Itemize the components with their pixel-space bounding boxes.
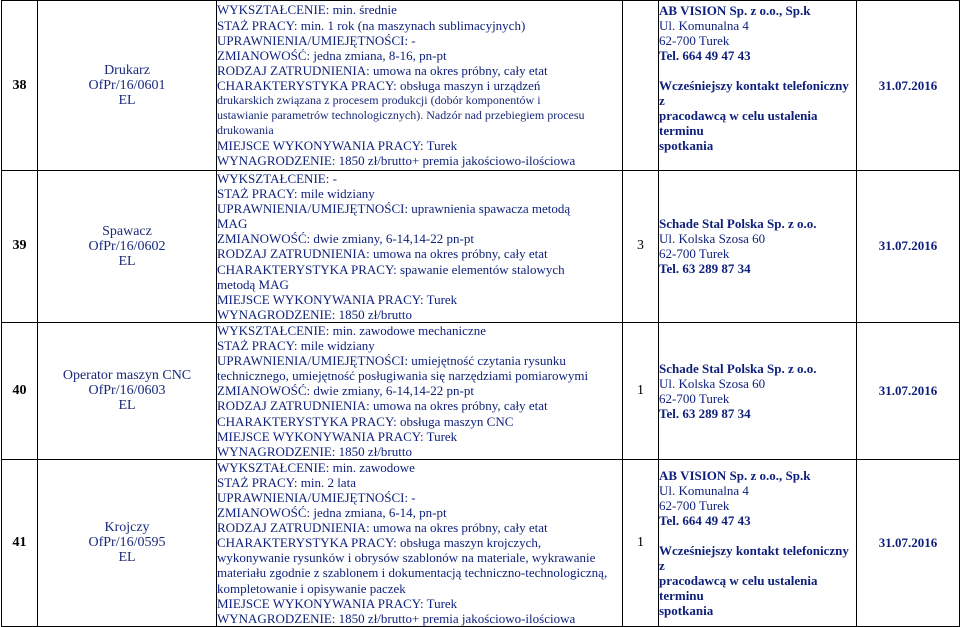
- description-line: STAŻ PRACY: mile widziany: [217, 186, 375, 202]
- description-cell: [217, 1, 623, 171]
- employer-phone: Tel. 63 289 87 34: [659, 261, 751, 277]
- employer-note: spotkania: [659, 602, 714, 618]
- employer-name: AB VISION Sp. z o.o., Sp.k: [659, 467, 811, 483]
- description-line: UPRAWNIENIA/UMIEJĘTNOŚCI: uprawnienia spawacza metodą: [217, 201, 571, 217]
- description-line: MIEJSCE WYKONYWANIA PRACY: Turek: [217, 138, 458, 154]
- position-cell: [38, 1, 217, 171]
- description-line: WYKSZTAŁCENIE: min. zawodowe mechaniczne: [217, 322, 486, 338]
- employer-phone: Tel. 63 289 87 34: [659, 405, 751, 421]
- table-row: [2, 322, 960, 459]
- position-name: Drukarz: [104, 63, 150, 78]
- description-line: WYNAGRODZENIE: 1850 zł/brutto+ premia jakościowo-ilościowa: [217, 153, 576, 169]
- row-number: 40: [2, 322, 38, 459]
- offer-code: OfPr/16/0601: [88, 78, 166, 93]
- description-line: WYNAGRODZENIE: 1850 zł/brutto+ premia jakościowo-ilościowa: [217, 610, 576, 626]
- description-line: UPRAWNIENIA/UMIEJĘTNOŚCI: -: [217, 489, 416, 505]
- employer-note: spotkania: [659, 138, 714, 153]
- description-line: drukowania: [217, 123, 274, 138]
- description-line: MIEJSCE WYKONYWANIA PRACY: Turek: [217, 595, 458, 611]
- date-cell: 31.07.2016: [857, 1, 960, 171]
- description-line: MIEJSCE WYKONYWANIA PRACY: Turek: [217, 428, 458, 444]
- description-cell: [217, 459, 623, 626]
- count-cell: 1: [623, 459, 659, 626]
- row-number: 38: [2, 1, 38, 171]
- position-name: Operator maszyn CNC: [62, 368, 192, 384]
- job-offers-table: [1, 0, 960, 627]
- description-cell: [217, 171, 623, 323]
- description-line: RODZAJ ZATRUDNIENIA: umowa na okres próbny, cały etat: [217, 398, 548, 414]
- count-cell: [623, 1, 659, 171]
- employer-city: 62-700 Turek: [659, 246, 730, 262]
- description-cell: [217, 322, 623, 459]
- date-cell: 31.07.2016: [857, 459, 960, 626]
- el-marker: EL: [118, 253, 136, 269]
- row-number: 39: [2, 171, 38, 323]
- description-line: CHARAKTERYSTYKA PRACY: spawanie elementów stalowych: [217, 261, 565, 277]
- employer-cell: [659, 1, 857, 171]
- description-line: drukarskich związana z procesem produkcji (dobór komponentów i: [217, 93, 541, 108]
- table-row: [2, 1, 960, 171]
- employer-cell: [659, 322, 857, 459]
- offer-code: OfPr/16/0595: [88, 535, 166, 551]
- description-line: WYKSZTAŁCENIE: -: [217, 171, 337, 186]
- description-line: RODZAJ ZATRUDNIENIA: umowa na okres próbny, cały etat: [217, 62, 548, 78]
- employer-name: AB VISION Sp. z o.o., Sp.k: [659, 3, 811, 18]
- description-line: metodą MAG: [217, 276, 289, 292]
- description-line: RODZAJ ZATRUDNIENIA: umowa na okres próbny, cały etat: [217, 520, 548, 536]
- description-line: ustawianie parametrów technologicznych). Nadzór nad przebiegiem procesu: [217, 108, 585, 123]
- employer-cell: [659, 459, 857, 626]
- employer-phone: Tel. 664 49 47 43: [659, 512, 751, 528]
- employer-city: 62-700 Turek: [659, 497, 730, 513]
- employer-note: pracodawcą w celu ustalenia terminu: [659, 108, 818, 138]
- description-line: RODZAJ ZATRUDNIENIA: umowa na okres próbny, cały etat: [217, 246, 548, 262]
- description-line: wykonywanie rysunków i obrysów szablonów na materiale, wykrawanie: [217, 550, 596, 566]
- description-line: ZMIANOWOŚĆ: dwie zmiany, 6-14,14-22 pn-pt: [217, 231, 474, 247]
- employer-cell: [659, 171, 857, 323]
- offer-code: OfPr/16/0603: [88, 383, 166, 399]
- employer-phone: Tel. 664 49 47 43: [659, 48, 751, 63]
- description-line: CHARAKTERYSTYKA PRACY: obsługa maszyn i urządzeń: [217, 77, 541, 93]
- description-line: UPRAWNIENIA/UMIEJĘTNOŚCI: -: [217, 32, 416, 48]
- description-line: materiału zgodnie z szablonem i dokumentacją techniczno-technologiczną,: [217, 565, 608, 581]
- date-cell: 31.07.2016: [857, 171, 960, 323]
- date-cell: 31.07.2016: [857, 322, 960, 459]
- description-line: technicznego, umiejętność posługiwania się narzędziami pomiarowymi: [217, 368, 589, 384]
- employer-street: Ul. Komunalna 4: [659, 18, 749, 33]
- offer-code: OfPr/16/0602: [88, 238, 166, 254]
- description-line: WYKSZTAŁCENIE: min. zawodowe: [217, 459, 415, 475]
- description-line: MIEJSCE WYKONYWANIA PRACY: Turek: [217, 291, 458, 307]
- description-line: STAŻ PRACY: min. 2 lata: [217, 474, 356, 490]
- employer-note: Wcześniejszy kontakt telefoniczny z: [659, 78, 849, 108]
- count-cell: 1: [623, 322, 659, 459]
- table-row: [2, 171, 960, 323]
- count-cell: 3: [623, 171, 659, 323]
- description-line: WYNAGRODZENIE: 1850 zł/brutto: [217, 443, 412, 459]
- description-line: STAŻ PRACY: mile widziany: [217, 338, 375, 354]
- position-cell: [38, 459, 217, 626]
- employer-street: Ul. Kolska Szosa 60: [659, 375, 766, 391]
- description-line: UPRAWNIENIA/UMIEJĘTNOŚCI: umiejętność czytania rysunku: [217, 353, 566, 369]
- row-number: 41: [2, 459, 38, 626]
- employer-street: Ul. Komunalna 4: [659, 482, 749, 498]
- position-name: Spawacz: [102, 223, 152, 239]
- employer-name: Schade Stal Polska Sp. z o.o.: [659, 360, 817, 376]
- description-line: ZMIANOWOŚĆ: jedna zmiana, 8-16, pn-pt: [217, 47, 447, 63]
- description-line: STAŻ PRACY: min. 1 rok (na maszynach sublimacyjnych): [217, 17, 526, 33]
- description-line: ZMIANOWOŚĆ: jedna zmiana, 6-14, pn-pt: [217, 505, 447, 521]
- position-cell: [38, 322, 217, 459]
- el-marker: EL: [118, 398, 136, 414]
- position-name: Krojczy: [104, 520, 150, 536]
- description-line: CHARAKTERYSTYKA PRACY: obsługa maszyn CNC: [217, 413, 514, 429]
- table-row: [2, 459, 960, 626]
- el-marker: EL: [118, 550, 136, 566]
- employer-note: pracodawcą w celu ustalenia terminu: [659, 572, 818, 603]
- description-line: MAG: [217, 216, 248, 232]
- description-line: WYKSZTAŁCENIE: min. średnie: [217, 2, 397, 18]
- el-marker: EL: [118, 93, 136, 108]
- position-cell: [38, 171, 217, 323]
- employer-name: Schade Stal Polska Sp. z o.o.: [659, 216, 817, 232]
- description-line: CHARAKTERYSTYKA PRACY: obsługa maszyn krojczych,: [217, 535, 542, 551]
- employer-city: 62-700 Turek: [659, 390, 730, 406]
- employer-city: 62-700 Turek: [659, 33, 730, 48]
- employer-street: Ul. Kolska Szosa 60: [659, 231, 766, 247]
- description-line: ZMIANOWOŚĆ: dwie zmiany, 6-14,14-22 pn-pt: [217, 383, 474, 399]
- description-line: kompletowanie i opisywanie paczek: [217, 580, 406, 596]
- description-line: WYNAGRODZENIE: 1850 zł/brutto: [217, 306, 412, 322]
- employer-note: Wcześniejszy kontakt telefoniczny z: [659, 542, 849, 573]
